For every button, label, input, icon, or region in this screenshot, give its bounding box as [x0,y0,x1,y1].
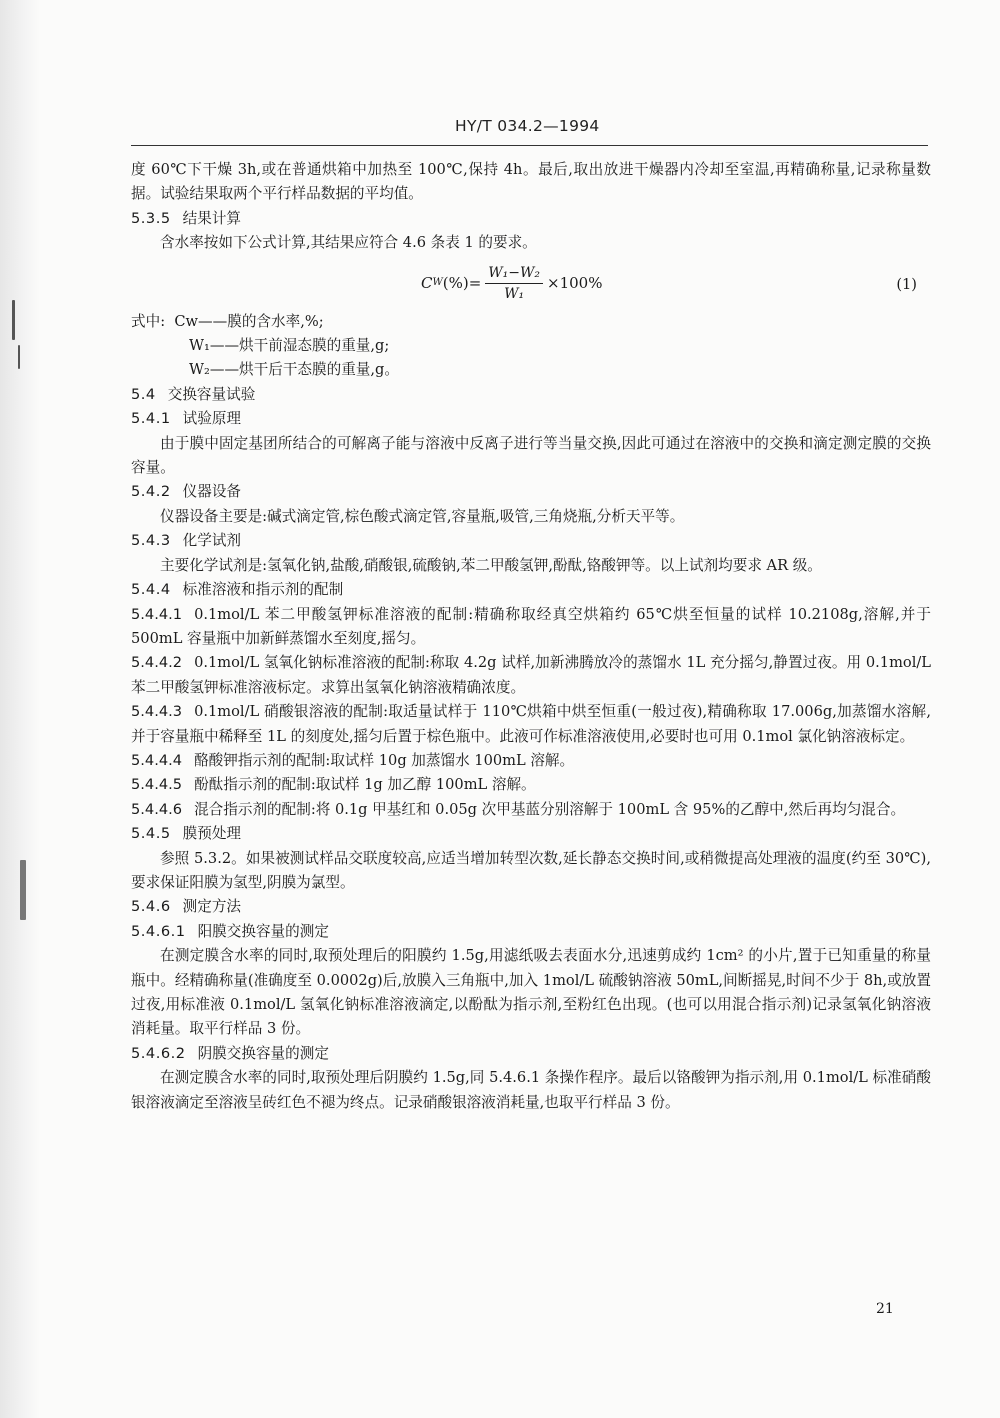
numbered-item [131,749,931,773]
section-number: 5.4.6 [131,898,171,916]
section-number: 5.4.6.1 [131,922,186,940]
section-number: 5.4.6.2 [131,1044,186,1062]
formula-lhs: C [421,273,433,292]
scan-artifact-mark [12,300,15,340]
formula-denominator: W₁ [504,285,525,302]
where-label: 式中: [131,312,166,330]
item-number: 5.4.4.4 [131,751,183,769]
water-content-formula [421,263,602,304]
item-number: 5.4.4.3 [131,703,183,721]
paragraph: 含水率按如下公式计算,其结果应符合 4.6 条表 1 的要求。 [160,234,537,252]
section-heading [131,822,931,846]
formula-lhs-sub: W [432,276,443,288]
item-number: 5.4.4.2 [131,654,183,672]
item-text: 0.1mol/L 苯二甲酸氢钾标准溶液的配制:精确称取经真空烘箱约 65℃烘至恒量的试样 10.2108g,溶解,并于 500mL 容量瓶中加新鲜蒸馏水至刻度,摇匀。 [131,605,931,647]
item-number: 5.4.4.5 [131,776,183,794]
section-heading [131,207,931,231]
item-number: 5.4.4.1 [131,605,183,623]
numbered-item [131,798,931,822]
numbered-item [131,773,931,797]
section-title: 标准溶液和指示剂的配制 [182,581,344,599]
equation-number: (1) [896,275,917,293]
where-line [131,310,931,334]
section-title: 试验原理 [182,410,242,428]
page-content [131,158,931,1115]
item-text: 0.1mol/L 氢氧化钠标准溶液的配制:称取 4.2g 试样,加新沸腾放冷的蒸馏水 1L 充分摇匀,静置过夜。用 0.1mol/L 苯二甲酸氢钾标准溶液标定。求算出氢氧化钠溶液精确浓度。 [131,654,931,696]
variable-definition: W₂——烘干后干态膜的重量,g。 [189,361,399,379]
section-heading [131,480,931,504]
section-number: 5.4.2 [131,483,171,501]
section-title: 测定方法 [182,898,242,916]
formula-block [131,256,931,310]
scan-artifact-mark [18,345,20,369]
item-text: 混合指示剂的配制:将 0.1g 甲基红和 0.05g 次甲基蓝分别溶解于 100mL 含 95%的乙醇中,然后再均匀混合。 [194,800,906,818]
item-text: 0.1mol/L 硝酸银溶液的配制:取适量试样于 110℃烘箱中烘至恒重(一般过夜),精确称取 17.006g,加蒸馏水溶解,并于容量瓶中稀释至 1L 的刻度处,摇匀后置于棕色瓶中。此液可作标准溶液使用,必要时也可用 0.1mol 氯化钠溶液标定。 [131,703,931,745]
intro-paragraph: 度 60℃下干燥 3h,或在普通烘箱中加热至 100℃,保持 4h。最后,取出放进干燥器内冷却至室温,再精确称量,记录称量数据。试验结果取两个平行样品数据的平均值。 [131,161,931,203]
section-title: 阳膜交换容量的测定 [197,922,329,940]
section-heading [131,383,931,407]
item-number: 5.4.4.6 [131,800,183,818]
paragraph: 在测定膜含水率的同时,取预处理后阴膜约 1.5g,同 5.4.6.1 条操作程序。最后以铬酸钾为指示剂,用 0.1mol/L 标准硝酸银溶液滴定至溶液呈砖红色不褪为终点。记录硝酸银溶液消耗量,也取平行样品 3 份。 [131,1069,931,1111]
formula-fraction [485,263,543,304]
section-title: 结果计算 [182,209,242,227]
section-heading [131,895,931,919]
numbered-item [131,651,931,700]
scan-edge-shadow [0,0,40,1418]
section-heading [131,529,931,553]
paragraph: 由于膜中固定基团所结合的可解离子能与溶液中反离子进行等当量交换,因此可通过在溶液中的交换和滴定测定膜的交换容量。 [131,434,931,477]
paragraph: 主要化学试剂是:氢氧化钠,盐酸,硝酸银,硫酸钠,苯二甲酸氢钾,酚酞,铬酸钾等。以上试剂均要求 AR 级。 [160,556,822,574]
section-title: 阴膜交换容量的测定 [197,1044,329,1062]
section-heading [131,920,931,944]
section-number: 5.4 [131,385,156,403]
section-number: 5.4.3 [131,532,171,550]
numbered-item [131,603,931,652]
item-text: 酪酸钾指示剂的配制:取试样 10g 加蒸馏水 100mL 溶解。 [194,751,575,769]
section-title: 化学试剂 [182,532,242,550]
formula-numerator: W₁−W₂ [485,263,543,284]
paragraph: 仪器设备主要是:碱式滴定管,棕色酸式滴定管,容量瓶,吸管,三角烧瓶,分析天平等。 [160,507,685,525]
item-text: 酚酞指示剂的配制:取试样 1g 加乙醇 100mL 溶解。 [194,776,536,794]
section-title: 膜预处理 [182,825,242,843]
variable-definition: W₁——烘干前湿态膜的重量,g; [189,337,390,355]
section-heading [131,407,931,431]
section-number: 5.3.5 [131,209,171,227]
scan-artifact-mark [20,860,26,920]
variable-definition: Cw——膜的含水率,%; [174,312,324,330]
section-number: 5.4.4 [131,581,171,599]
section-number: 5.4.5 [131,825,171,843]
section-number: 5.4.1 [131,410,171,428]
section-heading [131,578,931,602]
page-number: 21 [876,1301,894,1317]
section-heading [131,1042,931,1066]
section-title: 仪器设备 [182,483,242,501]
paragraph: 参照 5.3.2。如果被测试样品交联度较高,应适当增加转型次数,延长静态交换时间,或稍微提高处理液的温度(约至 30℃),要求保证阳膜为氢型,阴膜为氯型。 [131,849,931,891]
formula-tail: ×100% [547,273,603,292]
formula-lhs-unit: (%)= [442,273,482,292]
header-rule [131,145,928,146]
section-title: 交换容量试验 [167,385,256,403]
paragraph: 在测定膜含水率的同时,取预处理后的阳膜约 1.5g,用滤纸吸去表面水分,迅速剪成约 1cm² 的小片,置于已知重量的称量瓶中。经精确称量(准确度至 0.0002g)后,放膜入三角瓶中,加入 1mol/L 硫酸钠溶液 50mL,间断摇晃,时间不少于 8h,或放置过夜,用标准液 0.1mol/L 氢氧化钠标准溶液滴定,以酚酞为指示剂,至粉红色出现。(也可以用混合指示剂)记录氢氧化钠溶液消耗量。取平行样品 3 份。 [131,947,931,1038]
numbered-item [131,700,931,749]
document-header-code: HY/T 034.2—1994 [455,117,600,135]
